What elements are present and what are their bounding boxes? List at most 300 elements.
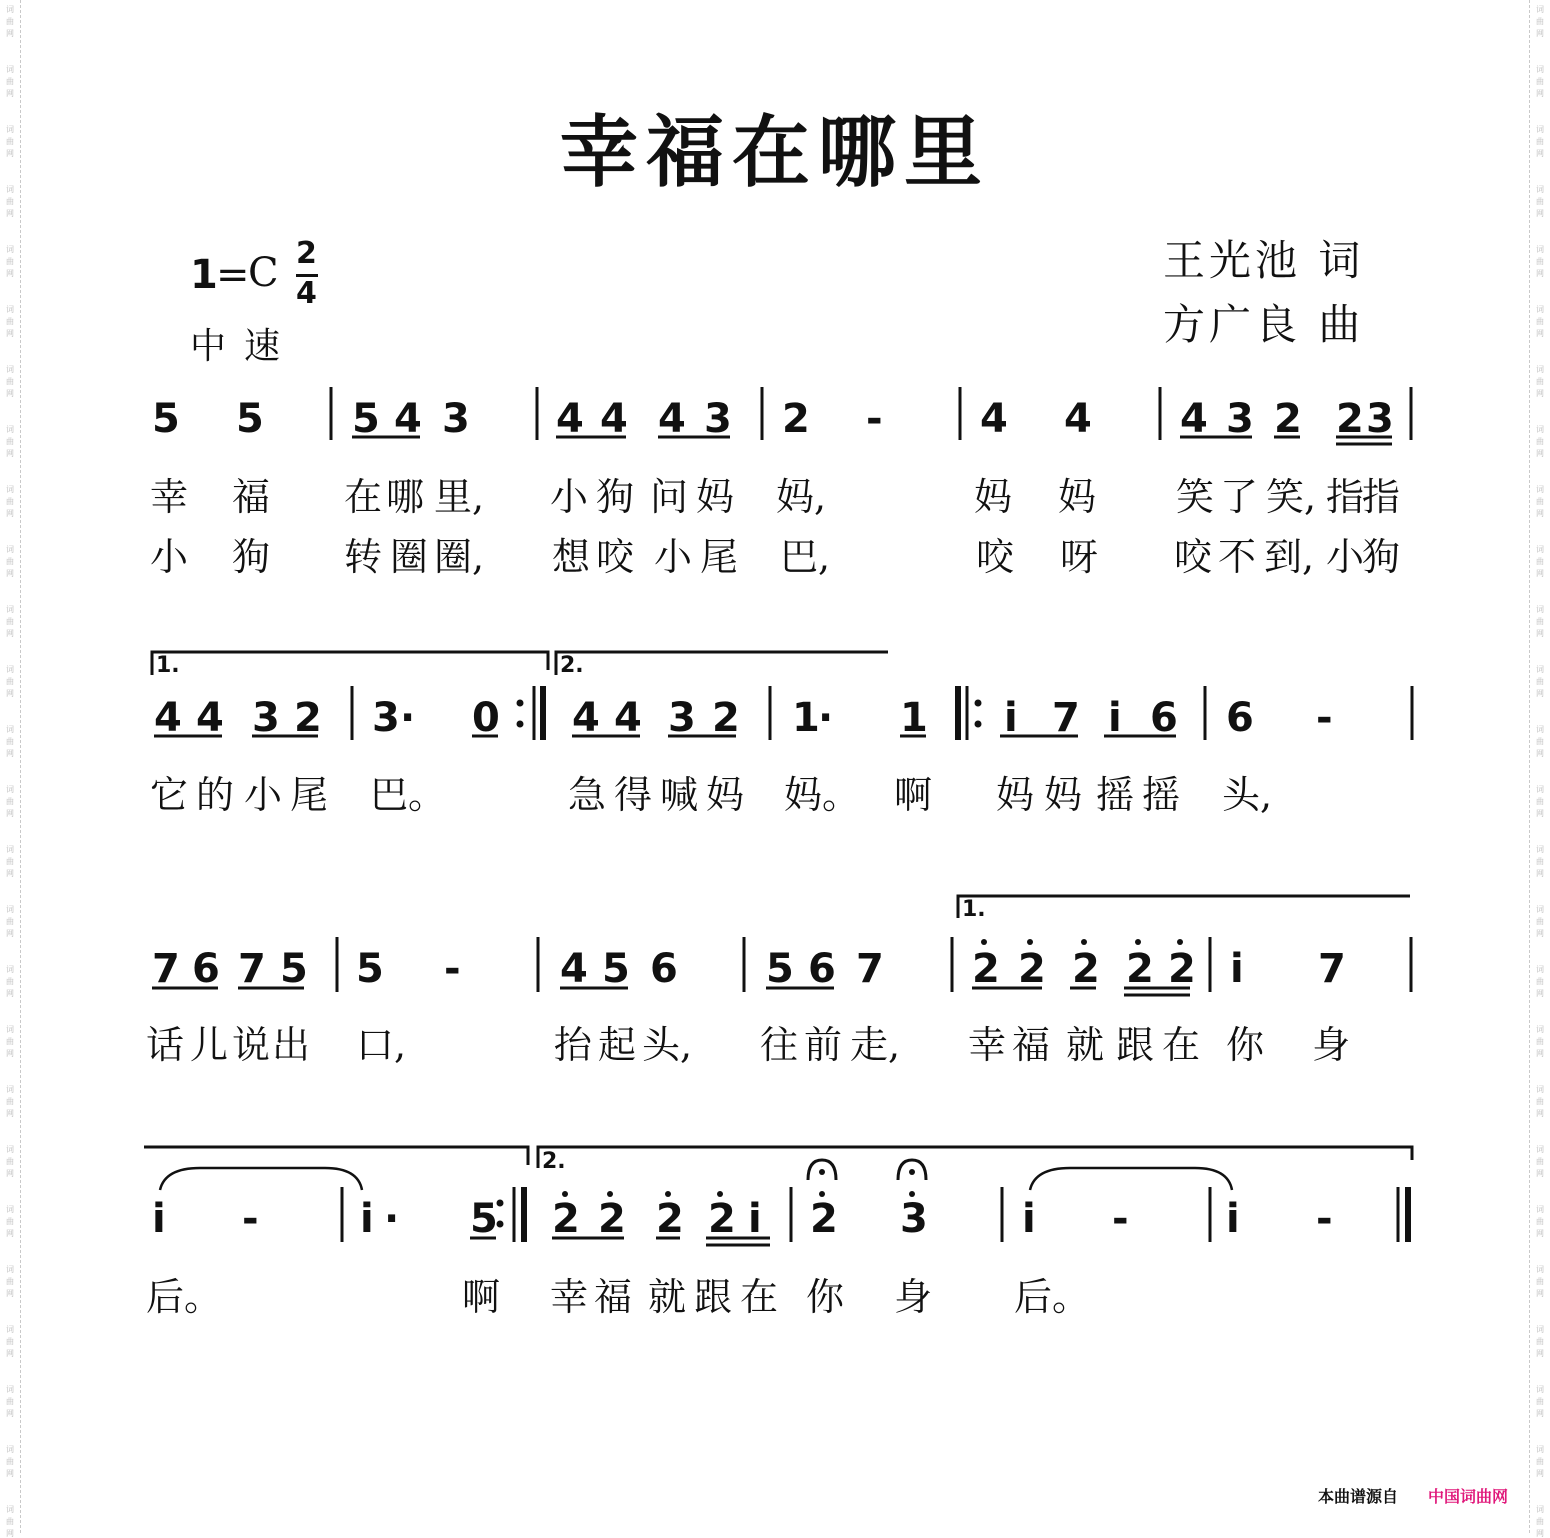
watermark-glyph: 词 <box>6 1025 14 1034</box>
watermark-glyph: 词 <box>6 65 14 74</box>
lyric: 急 <box>568 773 607 817</box>
watermark-glyph: 词 <box>6 1445 14 1454</box>
watermark-glyph: 网 <box>1536 1349 1544 1358</box>
note: - <box>866 396 883 442</box>
note: 4 <box>1064 396 1092 442</box>
watermark-glyph: 网 <box>1536 269 1544 278</box>
note: 3 <box>900 1196 928 1242</box>
note: i <box>360 1196 374 1242</box>
lyric: 幸 <box>150 475 189 519</box>
note: 3 <box>252 695 280 741</box>
watermark-glyph: 曲 <box>6 257 14 266</box>
watermark-glyph: 曲 <box>1536 1397 1544 1406</box>
watermark-glyph: 网 <box>6 1169 14 1178</box>
note: 4 <box>154 695 182 741</box>
watermark-glyph: 词 <box>1536 1445 1544 1454</box>
watermark-glyph: 词 <box>1536 425 1544 434</box>
watermark-glyph: 网 <box>6 29 14 38</box>
watermark-glyph: 网 <box>6 569 14 578</box>
song-title: 幸福在哪里 <box>559 107 990 198</box>
watermark-glyph: 网 <box>1536 869 1544 878</box>
watermark-glyph: 词 <box>1536 1085 1544 1094</box>
lyric: 走, <box>850 1023 901 1067</box>
watermark-glyph: 词 <box>6 1325 14 1334</box>
watermark-glyph: 曲 <box>1536 737 1544 746</box>
note: i <box>1022 1196 1036 1242</box>
watermark-glyph: 词 <box>6 1085 14 1094</box>
lyric: 跟 <box>694 1275 733 1319</box>
watermark-glyph: 曲 <box>1536 1037 1544 1046</box>
watermark-glyph: 词 <box>6 605 14 614</box>
watermark-glyph: 网 <box>6 509 14 518</box>
lyric: 在 <box>740 1275 779 1319</box>
lyric: 妈 <box>1058 475 1097 519</box>
note: 5 <box>280 946 308 992</box>
lyric: 话 <box>146 1023 185 1067</box>
watermark-glyph: 曲 <box>1536 1097 1544 1106</box>
watermark-glyph: 词 <box>1536 1025 1544 1034</box>
watermark-glyph: 网 <box>6 329 14 338</box>
watermark-glyph: 词 <box>1536 1265 1544 1274</box>
lyric: 它 <box>150 773 189 817</box>
watermark-glyph: 网 <box>1536 989 1544 998</box>
watermark-glyph: 网 <box>6 449 14 458</box>
watermark-glyph: 网 <box>6 1409 14 1418</box>
watermark-glyph: 网 <box>6 1109 14 1118</box>
lyric: 你 <box>806 1275 845 1319</box>
lyric: 笑 <box>1176 475 1215 519</box>
note: 3 <box>1366 396 1394 442</box>
note: 4 <box>556 396 584 442</box>
watermark-glyph: 曲 <box>1536 137 1544 146</box>
watermark-glyph: 词 <box>6 245 14 254</box>
watermark-glyph: 网 <box>1536 569 1544 578</box>
composer-credit: 方广良 曲 <box>1163 300 1365 349</box>
watermark-glyph: 网 <box>1536 1469 1544 1478</box>
watermark-glyph: 网 <box>1536 1529 1544 1538</box>
watermark-glyph: 网 <box>6 269 14 278</box>
watermark-glyph: 曲 <box>1536 1337 1544 1346</box>
note: 1 <box>900 695 928 741</box>
watermark-glyph: 曲 <box>6 797 14 806</box>
watermark-glyph: 网 <box>6 1529 14 1538</box>
lyric: 跟 <box>1116 1023 1155 1067</box>
note: 3 <box>704 396 732 442</box>
watermark-glyph: 曲 <box>6 1157 14 1166</box>
note: - <box>1316 1196 1333 1242</box>
watermark-glyph: 曲 <box>1536 857 1544 866</box>
watermark-glyph: 词 <box>1536 665 1544 674</box>
watermark-glyph: 曲 <box>6 1517 14 1526</box>
lyric: 就 <box>1066 1023 1105 1067</box>
lyric: 指 <box>1326 475 1365 519</box>
lyric: 咬 <box>976 535 1015 579</box>
time-denominator: 4 <box>296 276 317 311</box>
note: 2 <box>1018 946 1046 992</box>
lyric: 巴, <box>780 535 831 579</box>
note: 5 <box>152 396 180 442</box>
watermark-glyph: 曲 <box>1536 557 1544 566</box>
lyric: 喊 <box>660 773 699 817</box>
watermark-glyph: 词 <box>1536 125 1544 134</box>
note: 4 <box>980 396 1008 442</box>
lyric: 就 <box>648 1275 687 1319</box>
volta-2-label: 2. <box>542 1149 566 1174</box>
tempo-marking: 中速 <box>190 326 299 367</box>
note: 4 <box>600 396 628 442</box>
note: - <box>242 1196 259 1242</box>
lyric: 后。 <box>1014 1275 1091 1319</box>
note: i <box>748 1196 762 1242</box>
lyric: 妈 <box>974 475 1013 519</box>
watermark-glyph: 曲 <box>1536 77 1544 86</box>
watermark-glyph: 词 <box>1536 5 1544 14</box>
watermark-glyph: 曲 <box>6 1397 14 1406</box>
note: 4 <box>1180 396 1208 442</box>
watermark-glyph: 曲 <box>6 557 14 566</box>
watermark-glyph: 网 <box>1536 1289 1544 1298</box>
note: 4 <box>614 695 642 741</box>
watermark-glyph: 网 <box>1536 1109 1544 1118</box>
lyric: 啊 <box>462 1275 501 1319</box>
watermark-glyph: 曲 <box>6 1217 14 1226</box>
note: 5 <box>356 946 384 992</box>
note: 2 <box>712 695 740 741</box>
lyric: 摇 <box>1142 773 1181 817</box>
volta-2-label: 2. <box>560 653 584 678</box>
note: 2 <box>1274 396 1302 442</box>
watermark-glyph: 网 <box>6 209 14 218</box>
note: 5 <box>236 396 264 442</box>
note: 4 <box>394 396 422 442</box>
note: 3 <box>1226 396 1254 442</box>
key-equals: = <box>216 252 250 298</box>
watermark-glyph: 网 <box>6 869 14 878</box>
lyric: 摇 <box>1096 773 1135 817</box>
note: i <box>1004 695 1018 741</box>
watermark-glyph: 词 <box>1536 965 1544 974</box>
lyric: 幸 <box>550 1275 589 1319</box>
lyric: 小 <box>654 535 693 579</box>
watermark-glyph: 曲 <box>1536 317 1544 326</box>
watermark-glyph: 曲 <box>1536 377 1544 386</box>
lyric: 尾 <box>290 773 329 817</box>
note: 3 <box>372 695 400 741</box>
watermark-glyph: 网 <box>1536 689 1544 698</box>
lyric: 呀 <box>1060 535 1099 579</box>
note: 6 <box>1226 695 1254 741</box>
watermark-glyph: 曲 <box>1536 797 1544 806</box>
note: i <box>152 1196 166 1242</box>
watermark-glyph: 网 <box>6 689 14 698</box>
key-name: C <box>248 250 279 296</box>
volta-1-label: 1. <box>962 897 986 922</box>
watermark-glyph: 词 <box>1536 1385 1544 1394</box>
watermark-glyph: 网 <box>6 1349 14 1358</box>
watermark-glyph: 曲 <box>6 917 14 926</box>
watermark-glyph: 词 <box>1536 245 1544 254</box>
key-tonic: 1 <box>190 252 218 298</box>
lyric: 巴。 <box>370 773 447 817</box>
note: 7 <box>238 946 266 992</box>
lyric: 问 <box>650 475 689 519</box>
watermark-glyph: 网 <box>1536 89 1544 98</box>
lyric: 身 <box>894 1275 933 1319</box>
lyric: 儿 <box>190 1023 229 1067</box>
watermark-glyph: 词 <box>1536 1325 1544 1334</box>
note: - <box>444 946 461 992</box>
note: 1 <box>792 695 820 741</box>
watermark-glyph: 网 <box>1536 749 1544 758</box>
watermark-glyph: 网 <box>1536 1409 1544 1418</box>
watermark-glyph: 词 <box>6 125 14 134</box>
watermark-glyph: 曲 <box>6 857 14 866</box>
note: 6 <box>192 946 220 992</box>
watermark-glyph: 网 <box>6 749 14 758</box>
note: i <box>1108 695 1122 741</box>
watermark-glyph: 曲 <box>1536 257 1544 266</box>
note: - <box>1112 1196 1129 1242</box>
lyric: 妈 <box>1044 773 1083 817</box>
note: 7 <box>1318 946 1346 992</box>
lyric: 幸 <box>968 1023 1007 1067</box>
watermark-glyph: 词 <box>1536 725 1544 734</box>
lyric: 啊 <box>894 773 933 817</box>
watermark-glyph: 网 <box>1536 509 1544 518</box>
watermark-glyph: 网 <box>1536 629 1544 638</box>
note: 4 <box>572 695 600 741</box>
lyric: 狗 <box>596 475 635 519</box>
watermark-glyph: 网 <box>1536 1169 1544 1178</box>
watermark-glyph: 词 <box>1536 365 1544 374</box>
watermark-glyph: 词 <box>6 965 14 974</box>
watermark-glyph: 词 <box>6 845 14 854</box>
note: 2 <box>810 1196 838 1242</box>
watermark-glyph: 曲 <box>1536 1517 1544 1526</box>
watermark-glyph: 词 <box>1536 545 1544 554</box>
watermark-glyph: 曲 <box>6 377 14 386</box>
watermark-glyph: 曲 <box>1536 677 1544 686</box>
watermark-glyph: 网 <box>6 989 14 998</box>
watermark-glyph: 曲 <box>6 617 14 626</box>
lyric: 笑, <box>1266 475 1317 519</box>
watermark-glyph: 曲 <box>1536 197 1544 206</box>
watermark-glyph: 词 <box>6 1145 14 1154</box>
watermark-glyph: 词 <box>6 1385 14 1394</box>
lyric: 想 <box>552 535 591 579</box>
note: 2 <box>782 396 810 442</box>
note: 2 <box>598 1196 626 1242</box>
lyric: 指 <box>1362 475 1401 519</box>
lyric: 小 <box>150 535 189 579</box>
watermark-glyph: 网 <box>1536 1229 1544 1238</box>
watermark-glyph: 网 <box>1536 209 1544 218</box>
watermark-glyph: 曲 <box>6 197 14 206</box>
watermark-glyph: 曲 <box>1536 977 1544 986</box>
note: 2 <box>656 1196 684 1242</box>
watermark-glyph: 曲 <box>6 1457 14 1466</box>
lyric: 的 <box>196 773 235 817</box>
note: 2 <box>294 695 322 741</box>
watermark-glyph: 网 <box>6 1289 14 1298</box>
watermark-glyph: 曲 <box>6 1037 14 1046</box>
note: 2 <box>1072 946 1100 992</box>
watermark-glyph: 曲 <box>6 137 14 146</box>
lyric: 不 <box>1218 535 1257 579</box>
watermark-glyph: 词 <box>6 485 14 494</box>
time-numerator: 2 <box>296 236 317 271</box>
watermark-glyph: 网 <box>6 149 14 158</box>
watermark-glyph: 网 <box>6 629 14 638</box>
watermark-glyph: 词 <box>6 1265 14 1274</box>
watermark-glyph: 曲 <box>6 977 14 986</box>
note: 5 <box>766 946 794 992</box>
watermark-glyph: 词 <box>6 785 14 794</box>
lyric: 咬 <box>596 535 635 579</box>
watermark-glyph: 曲 <box>6 1337 14 1346</box>
watermark-glyph: 网 <box>6 389 14 398</box>
watermark-glyph: 网 <box>6 89 14 98</box>
watermark-glyph: 网 <box>1536 809 1544 818</box>
watermark-glyph: 网 <box>1536 1049 1544 1058</box>
watermark-glyph: 曲 <box>1536 497 1544 506</box>
watermark-glyph: 词 <box>6 305 14 314</box>
watermark-glyph: 词 <box>6 665 14 674</box>
note: - <box>1316 695 1333 741</box>
augmentation-dot: · <box>818 695 834 741</box>
lyric: 尾 <box>700 535 739 579</box>
watermark-glyph: 曲 <box>1536 617 1544 626</box>
note: 4 <box>560 946 588 992</box>
note: 5 <box>352 396 380 442</box>
lyric: 妈 <box>706 773 745 817</box>
lyric: 出 <box>272 1023 311 1067</box>
watermark-glyph: 曲 <box>1536 17 1544 26</box>
note: 3 <box>668 695 696 741</box>
watermark-glyph: 词 <box>6 425 14 434</box>
watermark-glyph: 词 <box>6 5 14 14</box>
note: 2 <box>708 1196 736 1242</box>
lyric: 头, <box>1222 773 1273 817</box>
watermark-glyph: 词 <box>6 725 14 734</box>
lyric: 哪 <box>386 475 425 519</box>
lyric: 咬 <box>1174 535 1213 579</box>
watermark-glyph: 曲 <box>1536 1217 1544 1226</box>
lyric: 妈, <box>776 475 827 519</box>
watermark-glyph: 网 <box>6 1229 14 1238</box>
watermark-glyph: 词 <box>6 1505 14 1514</box>
note: 6 <box>650 946 678 992</box>
note: i <box>1230 946 1244 992</box>
note: i <box>1226 1196 1240 1242</box>
watermark-glyph: 网 <box>1536 929 1544 938</box>
watermark-glyph: 词 <box>1536 845 1544 854</box>
watermark-glyph: 词 <box>1536 305 1544 314</box>
watermark-glyph: 词 <box>1536 1145 1544 1154</box>
lyric: 得 <box>614 773 653 817</box>
watermark-glyph: 网 <box>1536 329 1544 338</box>
watermark-glyph: 网 <box>6 1049 14 1058</box>
lyric: 到, <box>1264 535 1315 579</box>
lyric: 身 <box>1312 1023 1351 1067</box>
watermark-glyph: 曲 <box>6 317 14 326</box>
watermark-glyph: 词 <box>1536 185 1544 194</box>
note: 4 <box>658 396 686 442</box>
watermark-glyph: 词 <box>1536 1505 1544 1514</box>
note: 6 <box>1150 695 1178 741</box>
augmentation-dot: · <box>384 1196 400 1242</box>
source-site-link[interactable]: 中国词曲网 <box>1428 1487 1509 1506</box>
watermark-glyph: 词 <box>6 545 14 554</box>
lyricist-credit: 王光池 词 <box>1163 236 1365 285</box>
watermark-glyph: 网 <box>1536 449 1544 458</box>
volta-1-label: 1. <box>156 653 180 678</box>
watermark-glyph: 曲 <box>1536 437 1544 446</box>
watermark-glyph: 曲 <box>6 1277 14 1286</box>
watermark-glyph: 网 <box>1536 29 1544 38</box>
note: 7 <box>1052 695 1080 741</box>
lyric: 抬 <box>554 1023 593 1067</box>
lyric: 小 <box>1326 535 1365 579</box>
lyric: 圈 <box>390 535 429 579</box>
watermark-glyph: 词 <box>6 905 14 914</box>
watermark-glyph: 词 <box>6 1205 14 1214</box>
watermark-glyph: 网 <box>6 809 14 818</box>
lyric: 妈 <box>996 773 1035 817</box>
note: 2 <box>552 1196 580 1242</box>
augmentation-dot: · <box>400 695 416 741</box>
watermark-glyph: 网 <box>1536 389 1544 398</box>
watermark-glyph: 词 <box>1536 785 1544 794</box>
note: 2 <box>972 946 1000 992</box>
note: 0 <box>472 695 500 741</box>
watermark-glyph: 词 <box>1536 905 1544 914</box>
watermark-glyph: 曲 <box>1536 1277 1544 1286</box>
watermark-glyph: 曲 <box>6 737 14 746</box>
note: 7 <box>856 946 884 992</box>
lyric: 福 <box>232 475 271 519</box>
watermark-glyph: 词 <box>6 365 14 374</box>
note: 2 <box>1126 946 1154 992</box>
watermark-glyph: 曲 <box>1536 1457 1544 1466</box>
note: 5 <box>470 1196 498 1242</box>
watermark-glyph: 词 <box>1536 65 1544 74</box>
lyric: 在 <box>344 475 383 519</box>
watermark-glyph: 曲 <box>6 497 14 506</box>
lyric: 福 <box>594 1275 633 1319</box>
lyric: 狗 <box>232 535 271 579</box>
watermark-glyph: 曲 <box>6 677 14 686</box>
note: 5 <box>602 946 630 992</box>
lyric: 口, <box>356 1023 407 1067</box>
watermark-glyph: 网 <box>6 1469 14 1478</box>
note: 6 <box>808 946 836 992</box>
watermark-glyph: 词 <box>1536 1205 1544 1214</box>
watermark-glyph: 词 <box>1536 605 1544 614</box>
lyric: 在 <box>1162 1023 1201 1067</box>
note: 3 <box>442 396 470 442</box>
lyric: 圈, <box>434 535 485 579</box>
lyric: 转 <box>344 535 383 579</box>
watermark-glyph: 网 <box>6 929 14 938</box>
lyric: 起 <box>598 1023 637 1067</box>
watermark-glyph: 曲 <box>6 437 14 446</box>
watermark-glyph: 曲 <box>6 17 14 26</box>
lyric: 妈。 <box>784 773 861 817</box>
watermark-glyph: 词 <box>6 185 14 194</box>
lyric: 往 <box>760 1023 799 1067</box>
lyric: 里, <box>434 475 485 519</box>
